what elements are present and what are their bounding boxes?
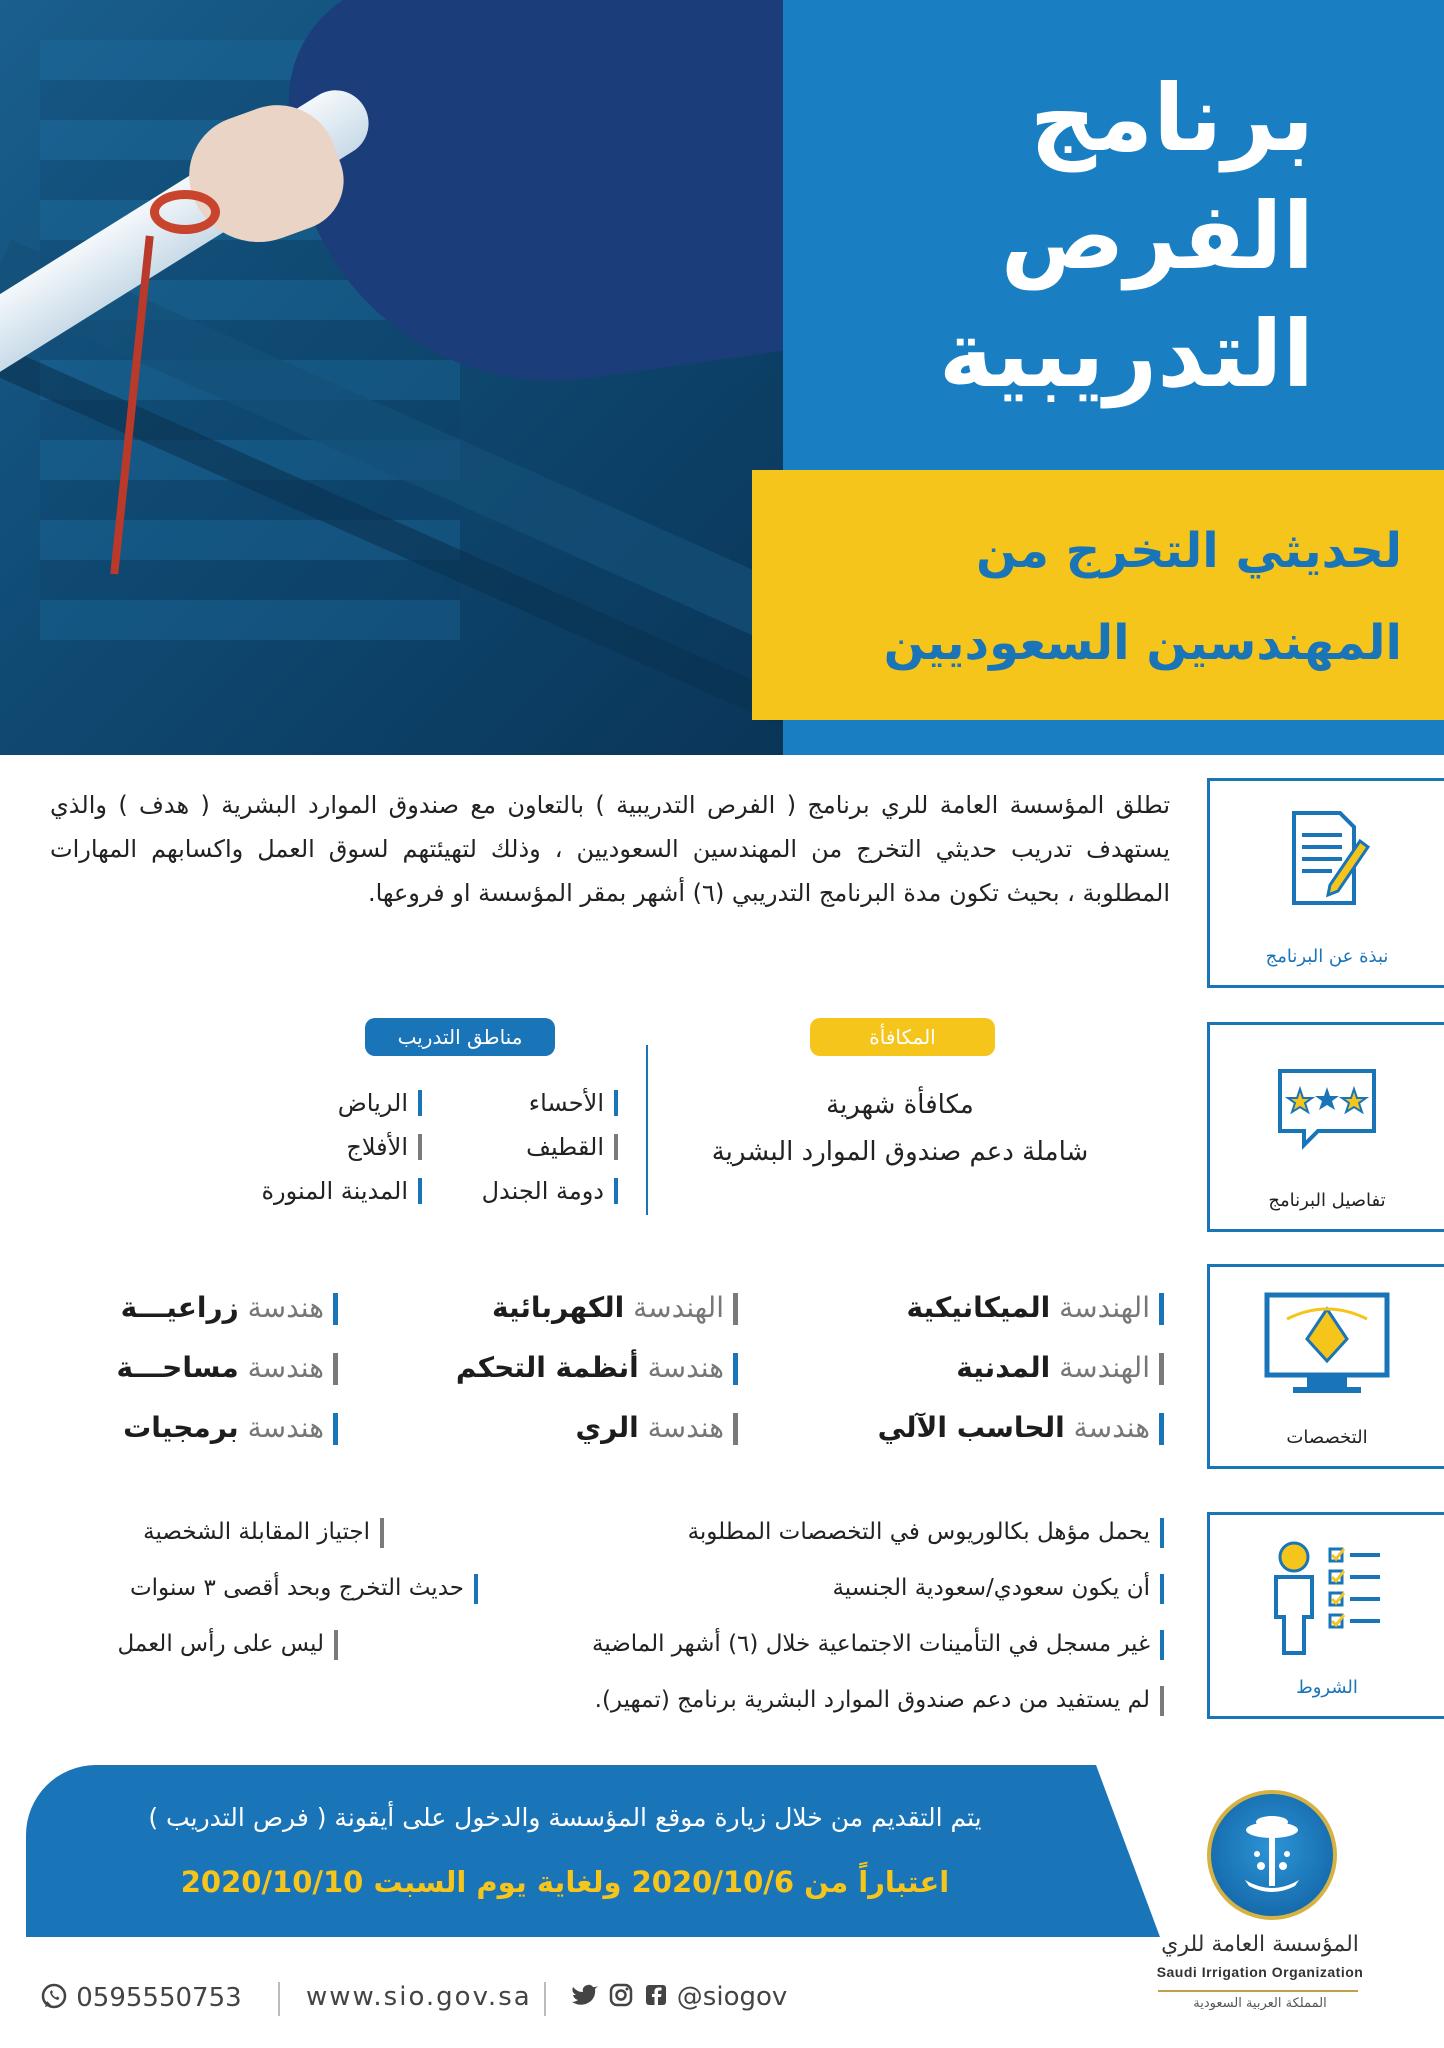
phone-number: 0595550753 — [76, 1983, 242, 2013]
about-section-box — [1207, 778, 1444, 988]
footer-separator — [544, 1982, 546, 2016]
program-intro-text: تطلق المؤسسة العامة للري برنامج ( الفرص التدريبية ) بالتعاون مع صندوق الموارد البشرية ( هدف ) والذي يستهدف تدريب حديثي التخرج من المهندسين السعوديين ، وذلك لتهيئتهم لسوق العمل واكسابهم المهارات المطلوبة ، بحيث تكون مدة البرنامج التدريبي (٦) أشهر بمقر المؤسسة او فروعها. — [50, 791, 1170, 907]
specialty-item: الهندسة الكهربائية — [492, 1290, 738, 1326]
hero-photo — [0, 0, 783, 755]
region-item: الأحساء — [529, 1088, 618, 1118]
instagram-icon — [608, 1982, 634, 2008]
palm-emblem-icon — [1211, 1794, 1333, 1916]
condition-item: ليس على رأس العمل — [118, 1628, 339, 1660]
specialty-item: هندسة أنظمة التحكم — [456, 1350, 738, 1386]
regions-title-pill: مناطق التدريب — [365, 1018, 555, 1056]
checklist-person-icon — [1262, 1537, 1392, 1657]
application-banner — [26, 1765, 1160, 1937]
details-section-label: تفاصيل البرنامج — [1268, 1190, 1386, 1211]
logo-divider — [1158, 1990, 1358, 1992]
application-dates: اعتباراً من 2020/10/6 ولغاية يوم السبت 2020/10/10 — [180, 1865, 950, 1899]
condition-item: لم يستفيد من دعم صندوق الموارد البشرية برنامج (تمهير). — [595, 1684, 1164, 1716]
condition-item: اجتياز المقابلة الشخصية — [143, 1516, 384, 1548]
region-item: المدينة المنورة — [261, 1176, 422, 1206]
document-pencil-icon — [1272, 803, 1382, 913]
facebook-icon — [643, 1982, 669, 2008]
design-monitor-icon — [1257, 1289, 1397, 1399]
details-divider — [646, 1045, 648, 1215]
hero-title-line-3: التدريبية — [938, 301, 1314, 408]
specialty-item: هندسة برمجيات — [123, 1410, 338, 1446]
condition-item: أن يكون سعودي/سعودية الجنسية — [832, 1572, 1164, 1604]
specialty-item: الهندسة الميكانيكية — [907, 1290, 1165, 1326]
hero-subtitle-line-1: لحديثي التخرج من — [976, 523, 1402, 579]
region-item: دومة الجندل — [482, 1176, 618, 1206]
hero-title — [894, 60, 1314, 414]
country-name: المملكة العربية السعودية — [1193, 1996, 1327, 2011]
footer-separator — [278, 1982, 280, 2016]
social-handle: @siogov — [676, 1982, 788, 2012]
details-section-box — [1207, 1022, 1444, 1232]
region-item: الرياض — [338, 1088, 422, 1118]
whatsapp-icon — [40, 1982, 68, 2010]
footer-phone[interactable] — [40, 1982, 242, 2013]
hero-subtitle-line-2: المهندسين السعوديين — [883, 615, 1402, 671]
hero-title-line-2: الفرص — [1000, 183, 1314, 290]
hero-subtitle — [752, 505, 1402, 689]
conditions-section-label: الشروط — [1296, 1677, 1358, 1698]
region-item: الأفلاج — [346, 1132, 422, 1162]
organization-name-en: Saudi Irrigation Organization — [1156, 1964, 1364, 1980]
specialty-item: هندسة زراعيـــة — [121, 1290, 338, 1326]
organization-name-ar: المؤسسة العامة للري — [1161, 1932, 1359, 1957]
condition-item: حديث التخرج وبحد أقصى ٣ سنوات — [130, 1572, 478, 1604]
specialty-item: هندسة مساحـــة — [116, 1350, 338, 1386]
organization-logo — [1207, 1790, 1337, 1920]
specialty-item: هندسة الحاسب الآلي — [878, 1410, 1164, 1446]
reward-text — [640, 1082, 1160, 1176]
region-item: القطيف — [526, 1132, 618, 1162]
specialty-item: هندسة الري — [576, 1410, 739, 1446]
specialties-section-label: التخصصات — [1286, 1427, 1368, 1448]
hero-title-line-1: برنامج — [1029, 65, 1314, 172]
footer-website[interactable]: www.sio.gov.sa — [306, 1982, 532, 2012]
footer-social[interactable] — [572, 1982, 787, 2012]
twitter-icon — [572, 1982, 600, 2008]
conditions-section-box — [1207, 1512, 1444, 1719]
reward-line-1: مكافأة شهرية — [826, 1090, 974, 1120]
ribbon — [150, 190, 220, 234]
application-instructions: يتم التقديم من خلال زيارة موقع المؤسسة والدخول على أيقونة ( فرص التدريب ) — [148, 1803, 982, 1832]
condition-item: يحمل مؤهل بكالوريوس في التخصصات المطلوبة — [688, 1516, 1164, 1548]
about-section-label: نبذة عن البرنامج — [1265, 946, 1389, 967]
reward-line-2: شاملة دعم صندوق الموارد البشرية — [711, 1137, 1089, 1167]
reward-title-pill: المكافأة — [810, 1018, 995, 1056]
specialty-item: الهندسة المدنية — [956, 1350, 1164, 1386]
specialties-section-box — [1207, 1264, 1444, 1469]
condition-item: غير مسجل في التأمينات الاجتماعية خلال (٦) أشهر الماضية — [592, 1628, 1164, 1660]
rating-stars-icon — [1272, 1063, 1382, 1163]
